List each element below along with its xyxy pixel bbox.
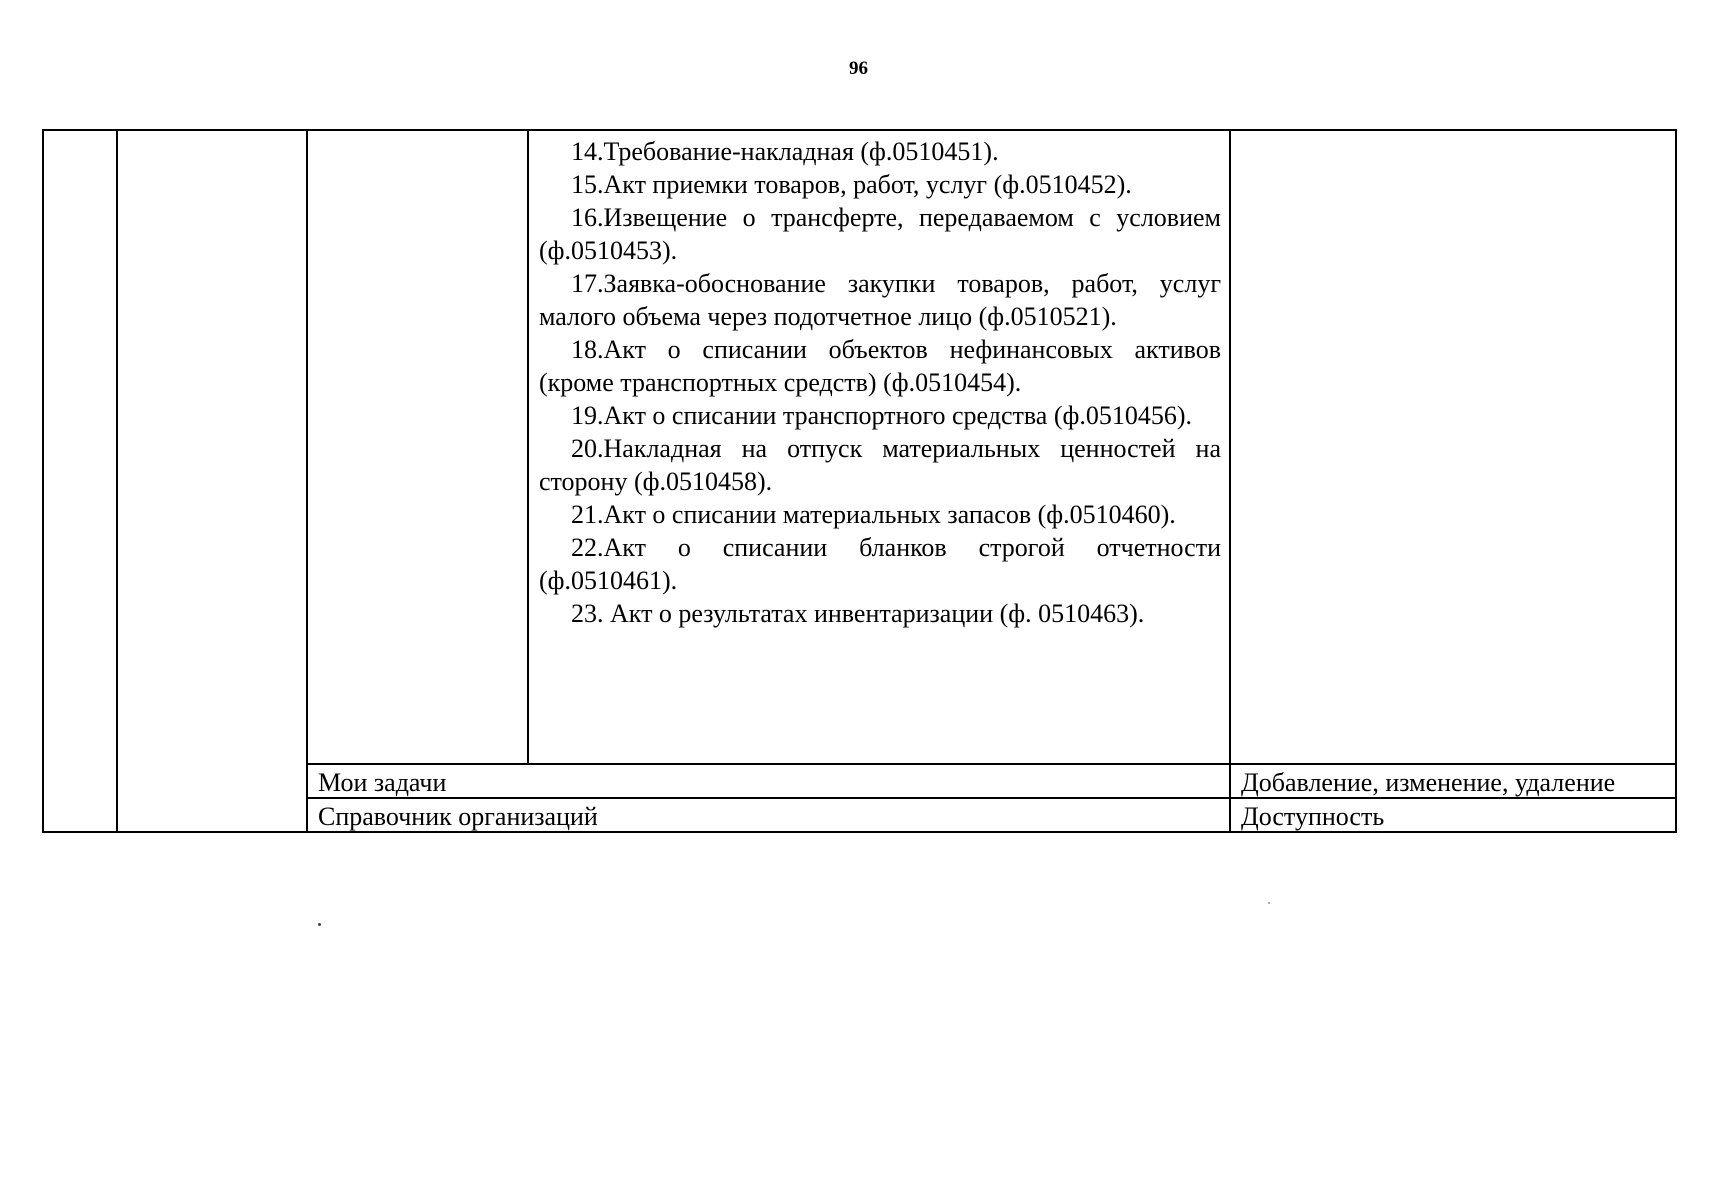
list-item: 21.Акт о списании материальных запасов (ф.0510460).: [571, 500, 1176, 529]
table-row: [43, 130, 1676, 764]
row-name-cell: [307, 798, 1230, 832]
row-rights: Доступность: [1241, 802, 1385, 831]
list-item: 19.Акт о списании транспортного средства (ф.0510456).: [571, 401, 1192, 430]
list-item: 23. Акт о результатах инвентаризации (ф. 0510463).: [571, 599, 1145, 628]
scan-speck: [1268, 902, 1270, 904]
list-item: 16.Извещение о трансферте, передаваемом с условием (ф.0510453).: [539, 203, 1221, 265]
list-item: 22.Акт о списании бланков строгой отчетности (ф.0510461).: [539, 533, 1221, 595]
list-item: 20.Накладная на отпуск материальных ценностей на сторону (ф.0510458).: [539, 434, 1221, 496]
section-cell: [117, 130, 307, 832]
scan-speck: [318, 923, 321, 926]
index-cell: [43, 130, 117, 832]
list-item: 14.Требование-накладная (ф.0510451).: [571, 137, 999, 166]
row-name: Справочник организаций: [318, 802, 598, 831]
row-rights-cell: [1230, 798, 1676, 832]
subsection-cell: [307, 130, 528, 764]
rights-cell: [1230, 130, 1676, 764]
row-rights: Добавление, изменение, удаление: [1241, 768, 1616, 797]
list-item: 18.Акт о списании объектов нефинансовых активов (кроме транспортных средств) (ф.0510454).: [539, 335, 1221, 397]
row-name-cell: [307, 764, 1230, 798]
list-item: 15.Акт приемки товаров, работ, услуг (ф.0510452).: [571, 170, 1132, 199]
page-number: 96: [849, 58, 868, 79]
list-item: 17.Заявка-обоснование закупки товаров, работ, услуг малого объема через подотчетное лицо (ф.0510521).: [539, 269, 1221, 331]
documents-list: [529, 131, 1229, 630]
row-name: Мои задачи: [318, 768, 447, 797]
access-rights-table: [42, 129, 1677, 833]
row-rights-cell: [1230, 764, 1676, 798]
documents-cell: [528, 130, 1230, 764]
